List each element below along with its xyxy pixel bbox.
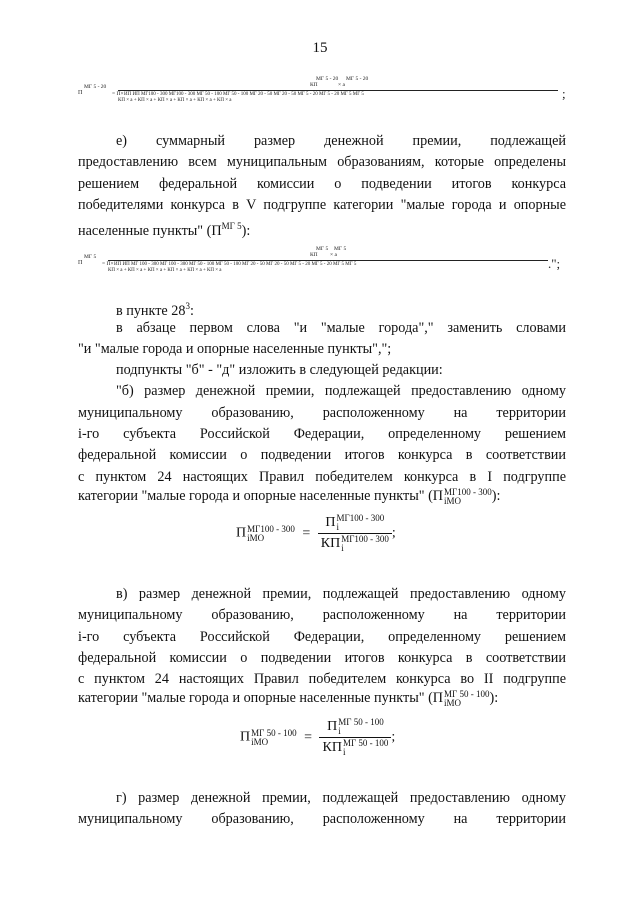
formula-den2: КП × а + КП × а + КП × а + КП × а + КП × а + КП × а [108, 268, 222, 273]
formula-den: ИП ИП МГ 100 - 300 МГ 100 - 300 МГ 50 - 100 МГ 50 - 100 МГ 20 - 50 МГ 20 - 50 МГ 5 - 20 МГ 5 - 20 МГ 5 МГ 5 [114, 262, 357, 267]
paragraph-b-line: "б) размер денежной премии, подлежащей предоставлению одному [116, 383, 566, 399]
paragraph-b-last-line: категории "малые города и опорные населенные пункты" (П МГ100 - 300 iМО ): [78, 486, 501, 506]
formula-lhs: П [78, 260, 83, 266]
formula-end: ."; [548, 256, 561, 271]
fraction-bar [108, 260, 548, 261]
instruction-line: "и "малые города и опорные населенные пункты","; [78, 341, 392, 357]
formula-num-sub: МГ 5 - 20 [346, 76, 369, 82]
fraction-bar [118, 90, 558, 91]
paragraph-e-last-line: населенные пункты" $(П^{МГ 5})$: [78, 221, 251, 239]
instruction-line: в абзаце первом слова "и "малые города"," заменить словами [116, 320, 566, 336]
formula-num-sup: МГ 5 [316, 246, 329, 252]
formula-num-mid: × а [330, 252, 337, 258]
formula-num-mid: × а [338, 82, 345, 88]
formula-lhs: П [78, 90, 83, 96]
page-number: 15 [312, 40, 328, 56]
formula-lhs-sup: МГ 5 [84, 254, 97, 260]
formula-lhs-sup: МГ 5 - 20 [84, 84, 107, 90]
formula-end: ; [562, 86, 566, 101]
formula-den: ИП ИП МГ100 - 300 МГ100 - 300 МГ 50 - 100 МГ 50 - 100 МГ 20 - 50 МГ 20 - 50 МГ 5 - 20 МГ 5 - 20 МГ 5 МГ 5 [124, 92, 364, 97]
paragraph-e-line: победителями конкурса в V подгруппе категории "малые города и опорные [78, 197, 566, 213]
fraction: П МГ100 - 300 i КП МГ100 - 300 i [318, 514, 392, 553]
paragraph-b-line: с пунктом 24 настоящих Правил победителем конкурса в I подгруппе [78, 469, 566, 485]
formula-eq: = П× [112, 91, 124, 97]
paragraph-b-line: федеральной комиссии о подведении итогов конкурса в соответствии [78, 447, 566, 463]
paragraph-e-line: е) суммарный размер денежной премии, подлежащей [116, 133, 566, 149]
instruction-line: подпункты "б" - "д" изложить в следующей редакции: [116, 362, 443, 378]
paragraph-v-line: муниципальному образованию, расположенному на территории [78, 607, 566, 623]
formula-num-sup: МГ 5 - 20 [316, 76, 339, 82]
formula-den2: КП × а + КП × а + КП × а + КП × а + КП × а + КП × а [118, 98, 232, 103]
formula-num-main: КП [310, 82, 318, 88]
fraction: П МГ 50 - 100 i КП МГ 50 - 100 i [319, 718, 391, 757]
formula-prize-mg50-100: П МГ 50 - 100 iМО = П МГ 50 - 100 i КП МГ 50 - 100 i ; [240, 717, 396, 757]
formula-num-main: КП [310, 252, 318, 258]
paragraph-v-line: в) размер денежной премии, подлежащей предоставлению одному [116, 586, 566, 602]
formula-prize-mg100-300: П МГ100 - 300 iМО = П МГ100 - 300 i КП МГ100 - 300 i ; [236, 513, 396, 553]
formula-prize-mg5-20 [78, 76, 568, 106]
paragraph-b-line: муниципальному образованию, расположенному на территории [78, 405, 566, 421]
paragraph-v-line: федеральной комиссии о подведении итогов конкурса в соответствии [78, 650, 566, 666]
paragraph-e-line: предоставлению всем муниципальным образованиям, которые определены [78, 154, 566, 170]
paragraph-b-line: i-го субъекта Российской Федерации, определенному решением [78, 426, 566, 442]
paragraph-g-line: муниципальному образованию, расположенному на территории [78, 811, 566, 827]
paragraph-e-line: решением федеральной комиссии о подведении итогов конкурса [78, 176, 566, 192]
paragraph-v-line: i-го субъекта Российской Федерации, определенному решением [78, 629, 566, 645]
formula-num-sub: МГ 5 [334, 246, 347, 252]
paragraph-g-line: г) размер денежной премии, подлежащей предоставлению одному [116, 790, 566, 806]
point-28-heading: в пункте $28^3$: [116, 301, 194, 319]
paragraph-v-last-line: категории "малые города и опорные населенные пункты" (П МГ 50 - 100 iМО ): [78, 688, 499, 708]
paragraph-v-line: с пунктом 24 настоящих Правил победителем конкурса во II подгруппе [78, 671, 566, 687]
formula-eq: = П× [102, 261, 114, 267]
formula-prize-mg5 [78, 246, 568, 276]
